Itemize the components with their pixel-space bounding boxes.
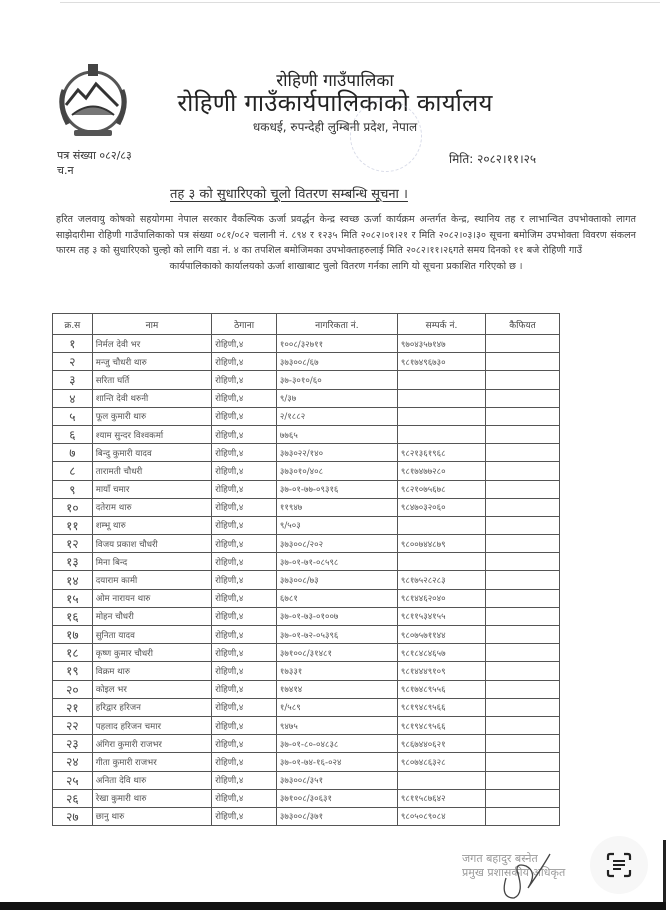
serial-cell: ८ — [53, 462, 93, 480]
address-cell: रोहिणी,४ — [212, 698, 277, 716]
citizenship-cell: ३७-०१-७२-०५३९६ — [276, 626, 397, 644]
office-address: धकधई, रुपन्देही लुम्बिनी प्रदेश, नेपाल — [252, 120, 418, 134]
citizenship-cell: ३७३००८/७३ — [276, 571, 397, 589]
contact-cell: ९८१९४८९५६६ — [397, 716, 485, 734]
address-cell: रोहिणी,४ — [212, 480, 277, 498]
table-row — [53, 662, 560, 680]
serial-cell: १० — [53, 498, 93, 516]
address-cell: रोहिणी,४ — [212, 589, 277, 607]
address-cell: रोहिणी,४ — [212, 389, 277, 407]
col-header-remarks: कैफियत — [486, 314, 560, 335]
serial-cell: १८ — [53, 644, 93, 662]
contact-cell — [397, 371, 485, 389]
address-cell: रोहिणी,४ — [212, 444, 277, 462]
address-cell: रोहिणी,४ — [212, 680, 277, 698]
address-cell: रोहिणी,४ — [212, 735, 277, 753]
name-cell: मन्जु चौधरी थारु — [92, 353, 212, 371]
signatory-designation: प्रमुख प्रशासकीय अधिकृत — [462, 866, 566, 879]
remarks-cell — [486, 571, 560, 589]
contact-cell — [397, 771, 485, 789]
table-row — [53, 389, 560, 407]
address-cell: रोहिणी,४ — [212, 626, 277, 644]
serial-cell: ११ — [53, 516, 93, 534]
serial-cell: ५ — [53, 407, 93, 425]
remarks-cell — [486, 716, 560, 734]
citizenship-cell: ३७३०१०/४०८ — [276, 462, 397, 480]
remarks-cell — [486, 807, 560, 825]
citizenship-cell: ३७३०२२/१४० — [276, 444, 397, 462]
serial-cell: २६ — [53, 789, 93, 807]
contact-cell: ९८१७४८९५५६ — [397, 680, 485, 698]
contact-cell: ९८१४४४९१०९ — [397, 662, 485, 680]
serial-cell: १९ — [53, 662, 93, 680]
table-row — [53, 607, 560, 625]
remarks-cell — [486, 353, 560, 371]
contact-cell: ९८११५३४१५५ — [397, 607, 485, 625]
contact-cell: ९८१७४७७२८० — [397, 462, 485, 480]
table-row — [53, 735, 560, 753]
table-row — [53, 516, 560, 534]
name-cell: निर्मल देवी भर — [92, 335, 212, 353]
dispatch-number: च.न — [57, 164, 74, 177]
remarks-cell — [486, 516, 560, 534]
contact-cell: ९८६७४४०६२१ — [397, 735, 485, 753]
table-row — [53, 353, 560, 371]
address-cell: रोहिणी,४ — [212, 535, 277, 553]
table-row — [53, 807, 560, 825]
name-cell: सरिता घर्ति — [92, 371, 212, 389]
citizenship-cell: ३७३००८/३७१ — [276, 807, 397, 825]
table-row — [53, 771, 560, 789]
table-row — [53, 789, 560, 807]
remarks-cell — [486, 425, 560, 443]
contact-cell: ९८०५०८९०८४ — [397, 807, 485, 825]
name-cell: छानु थारु — [92, 807, 212, 825]
remarks-cell — [486, 335, 560, 353]
col-header-serial: क्र.स — [53, 314, 93, 335]
contact-cell: ९८१४४६२०४० — [397, 589, 485, 607]
name-cell: शम्भू थारु — [92, 516, 212, 534]
address-cell: रोहिणी,४ — [212, 771, 277, 789]
address-cell: रोहिणी,४ — [212, 498, 277, 516]
table-header-row — [53, 314, 560, 335]
table-row — [53, 407, 560, 425]
table-row — [53, 480, 560, 498]
serial-cell: ७ — [53, 444, 93, 462]
serial-cell: १ — [53, 335, 93, 353]
citizenship-cell: ९/३७ — [276, 389, 397, 407]
col-header-citizenship: नागरिकता नं. — [276, 314, 397, 335]
address-cell: रोहिणी,४ — [212, 753, 277, 771]
name-cell: अंगिरा कुमारी राजभर — [92, 735, 212, 753]
remarks-cell — [486, 480, 560, 498]
address-cell: रोहिणी,४ — [212, 335, 277, 353]
office-stamp — [350, 100, 422, 172]
citizenship-cell: ३७-०१-७४-१६-०२४ — [276, 753, 397, 771]
remarks-cell — [486, 462, 560, 480]
name-cell: बिन्दु कुमारी यादव — [92, 444, 212, 462]
name-cell: विजय प्रकाश चौधरी — [92, 535, 212, 553]
address-cell: रोहिणी,४ — [212, 644, 277, 662]
remarks-cell — [486, 771, 560, 789]
table-row — [53, 371, 560, 389]
address-cell: रोहिणी,४ — [212, 371, 277, 389]
table-row — [53, 462, 560, 480]
contact-cell: ९८००७४४८७९ — [397, 535, 485, 553]
contact-cell: ९८११५८७६४२ — [397, 789, 485, 807]
serial-cell: ९ — [53, 480, 93, 498]
table-row — [53, 498, 560, 516]
address-cell: रोहिणी,४ — [212, 716, 277, 734]
contact-cell: ९८०७५७११४४ — [397, 626, 485, 644]
serial-cell: २३ — [53, 735, 93, 753]
table-row — [53, 571, 560, 589]
col-header-contact: सम्पर्क नं. — [397, 314, 485, 335]
table-row — [53, 553, 560, 571]
citizenship-cell: ३७-०१-७१-०८५९८ — [276, 553, 397, 571]
col-header-address: ठेगाना — [212, 314, 277, 335]
serial-cell: २१ — [53, 698, 93, 716]
remarks-cell — [486, 680, 560, 698]
citizenship-cell: ६७८१ — [276, 589, 397, 607]
citizenship-cell: ३७-०१-८०-०४८३८ — [276, 735, 397, 753]
contact-cell: ९८२१३६१९६८ — [397, 444, 485, 462]
remarks-cell — [486, 735, 560, 753]
address-cell: रोहिणी,४ — [212, 407, 277, 425]
citizenship-cell: ३७१००८/३०६३१ — [276, 789, 397, 807]
name-cell: मोहन चौधरी — [92, 607, 212, 625]
table-row — [53, 444, 560, 462]
contact-cell — [397, 425, 485, 443]
name-cell: मायाँ चमार — [92, 480, 212, 498]
citizenship-cell: ३७३००८/३५१ — [276, 771, 397, 789]
col-header-name: नाम — [92, 314, 212, 335]
name-cell: फूल कुमारी थारु — [92, 407, 212, 425]
remarks-cell — [486, 662, 560, 680]
notice-title: तह ३ को सुधारिएको चूलो वितरण सम्बन्धि सूचना । — [170, 187, 408, 202]
citizenship-cell: २/१८८२ — [276, 407, 397, 425]
address-cell: रोहिणी,४ — [212, 425, 277, 443]
remarks-cell — [486, 371, 560, 389]
name-cell: पहलाद हरिजन चमार — [92, 716, 212, 734]
table-row — [53, 425, 560, 443]
address-cell: रोहिणी,४ — [212, 553, 277, 571]
office-name: रोहिणी गाउँकार्यपालिकाको कार्यालय — [177, 89, 493, 117]
citizenship-cell: ३७३००८/६७ — [276, 353, 397, 371]
citizenship-cell: १७३३१ — [276, 662, 397, 680]
name-cell: रेखा कुमारी थारु — [92, 789, 212, 807]
contact-cell: ९८०७४८६३२८ — [397, 753, 485, 771]
contact-cell — [397, 407, 485, 425]
address-cell: रोहिणी,४ — [212, 789, 277, 807]
contact-cell: ९७०४३५७१४७ — [397, 335, 485, 353]
remarks-cell — [486, 698, 560, 716]
remarks-cell — [486, 444, 560, 462]
serial-cell: ६ — [53, 425, 93, 443]
table-row — [53, 753, 560, 771]
table-row — [53, 535, 560, 553]
citizenship-cell: १/५८९ — [276, 698, 397, 716]
contact-cell: ९८२१०७५६७८ — [397, 480, 485, 498]
name-cell: ओम नारायन थारु — [92, 589, 212, 607]
contact-cell: ९८१८४८४६५७ — [397, 644, 485, 662]
name-cell: मिना बिन्द — [92, 553, 212, 571]
address-cell: रोहिणी,४ — [212, 662, 277, 680]
name-cell: कृष्ण कुमार चौधरी — [92, 644, 212, 662]
contact-cell: ९८१९४८९५६६ — [397, 698, 485, 716]
remarks-cell — [486, 535, 560, 553]
name-cell: दयाराम कामी — [92, 571, 212, 589]
name-cell: दतेराम थारु — [92, 498, 212, 516]
citizenship-cell: ७७६५ — [276, 425, 397, 443]
remarks-cell — [486, 589, 560, 607]
table-row — [53, 644, 560, 662]
citizenship-cell: ९/५०३ — [276, 516, 397, 534]
name-cell: गीता कुमारी राजभर — [92, 753, 212, 771]
contact-cell: ९८४७०३२०६० — [397, 498, 485, 516]
name-cell: कोइल भर — [92, 680, 212, 698]
name-cell: तारामती चौधरी — [92, 462, 212, 480]
address-cell: रोहिणी,४ — [212, 462, 277, 480]
table-row — [53, 335, 560, 353]
remarks-cell — [486, 498, 560, 516]
contact-cell — [397, 389, 485, 407]
citizenship-cell: ११९४७ — [276, 498, 397, 516]
remarks-cell — [486, 753, 560, 771]
reference-block — [57, 148, 132, 178]
serial-cell: १५ — [53, 589, 93, 607]
reference-number: पत्र संख्या ०८२/८३ — [57, 149, 132, 162]
serial-cell: ३ — [53, 371, 93, 389]
serial-cell: २० — [53, 680, 93, 698]
name-cell: सुनिता यादव — [92, 626, 212, 644]
table-row — [53, 626, 560, 644]
serial-cell: २ — [53, 353, 93, 371]
serial-cell: २२ — [53, 716, 93, 734]
signatory-name: जगत बहादुर बस्नेत — [462, 852, 538, 865]
remarks-cell — [486, 607, 560, 625]
remarks-cell — [486, 553, 560, 571]
address-cell: रोहिणी,४ — [212, 807, 277, 825]
remarks-cell — [486, 644, 560, 662]
citizenship-cell: ३७-०१-७७-०९३१६ — [276, 480, 397, 498]
citizenship-cell: ३७३००८/२०२ — [276, 535, 397, 553]
table-row — [53, 716, 560, 734]
serial-cell: १७ — [53, 626, 93, 644]
remarks-cell — [486, 626, 560, 644]
address-cell: रोहिणी,४ — [212, 571, 277, 589]
name-cell: शान्ति देवी थरुनी — [92, 389, 212, 407]
text-scan-button[interactable] — [590, 836, 648, 894]
notice-body-text: हरित जलवायु कोषको सहयोगमा नेपाल सरकार वैकल्पिक ऊर्जा प्रवर्द्धन केन्द्र स्वच्छ ऊर्जा कार्यक्रम अन्तर्गत केन्द्र, स्थानिय तह र लाभान्वित उपभोक्ताको लागत साझेदारीमा रोहिणी गाउँपालिकाको पत्र संख्या ०८१/०८२ चलानी नं. ८९४ र १२३५ मिति २०८२।०१।२१ र मिति २०८२।०३।३० सूचना बमोजिम उपभोक्ता विवरण संकलन फारम तह ३ को सुधारिएको चुल्हो को लागि वडा नं. ४ का तपशिल बमोजिमका उपभोक्ताहरुलाई मिति २०८२।११।२६गते समय दिनको ११ बजे रोहिणी गाउँ — [56, 214, 636, 256]
serial-cell: १२ — [53, 535, 93, 553]
serial-cell: २७ — [53, 807, 93, 825]
serial-cell: १६ — [53, 607, 93, 625]
address-cell: रोहिणी,४ — [212, 353, 277, 371]
address-cell: रोहिणी,४ — [212, 516, 277, 534]
address-cell: रोहिणी,४ — [212, 607, 277, 625]
name-cell: श्याम सुन्दर विश्वकर्मा — [92, 425, 212, 443]
citizenship-cell: ३७१००८/३१४८१ — [276, 644, 397, 662]
contact-cell: ९८१७४९६७३० — [397, 353, 485, 371]
name-cell: विक्रम थारु — [92, 662, 212, 680]
screen-bottom-edge — [0, 902, 666, 910]
table-row — [53, 698, 560, 716]
contact-cell — [397, 516, 485, 534]
serial-cell: ४ — [53, 389, 93, 407]
serial-cell: २४ — [53, 753, 93, 771]
contact-cell — [397, 553, 485, 571]
serial-cell: १४ — [53, 571, 93, 589]
serial-cell: १३ — [53, 553, 93, 571]
remarks-cell — [486, 407, 560, 425]
notice-body-last-line: कार्यपालिकाको कार्यालयको ऊर्जा शाखाबाट चुलो वितरण गर्नका लागि यो सूचना प्रकाशित गरिएको छ । — [169, 260, 523, 272]
municipality-name: रोहिणी गाउँपालिका — [276, 71, 394, 91]
page-top-edge — [60, 2, 660, 3]
remarks-cell — [486, 789, 560, 807]
text-scan-icon — [606, 852, 632, 878]
serial-cell: २५ — [53, 771, 93, 789]
table-row — [53, 680, 560, 698]
name-cell: अनिता देवि थारु — [92, 771, 212, 789]
citizenship-cell: १००८/३२७११ — [276, 335, 397, 353]
remarks-cell — [486, 389, 560, 407]
table-row — [53, 589, 560, 607]
notice-date: मिति: २०८२।११।२५ — [449, 152, 537, 166]
beneficiary-table — [52, 313, 560, 826]
contact-cell: ९८१७५२८२८३ — [397, 571, 485, 589]
citizenship-cell: १७४१४ — [276, 680, 397, 698]
notice-body — [56, 212, 636, 274]
citizenship-cell: ९४७५ — [276, 716, 397, 734]
signature-scribble — [498, 848, 558, 904]
name-cell: हरिद्वार हरिजन — [92, 698, 212, 716]
citizenship-cell: ३७-०१-७३-०१००७ — [276, 607, 397, 625]
citizenship-cell: ३७-३०१०/६० — [276, 371, 397, 389]
